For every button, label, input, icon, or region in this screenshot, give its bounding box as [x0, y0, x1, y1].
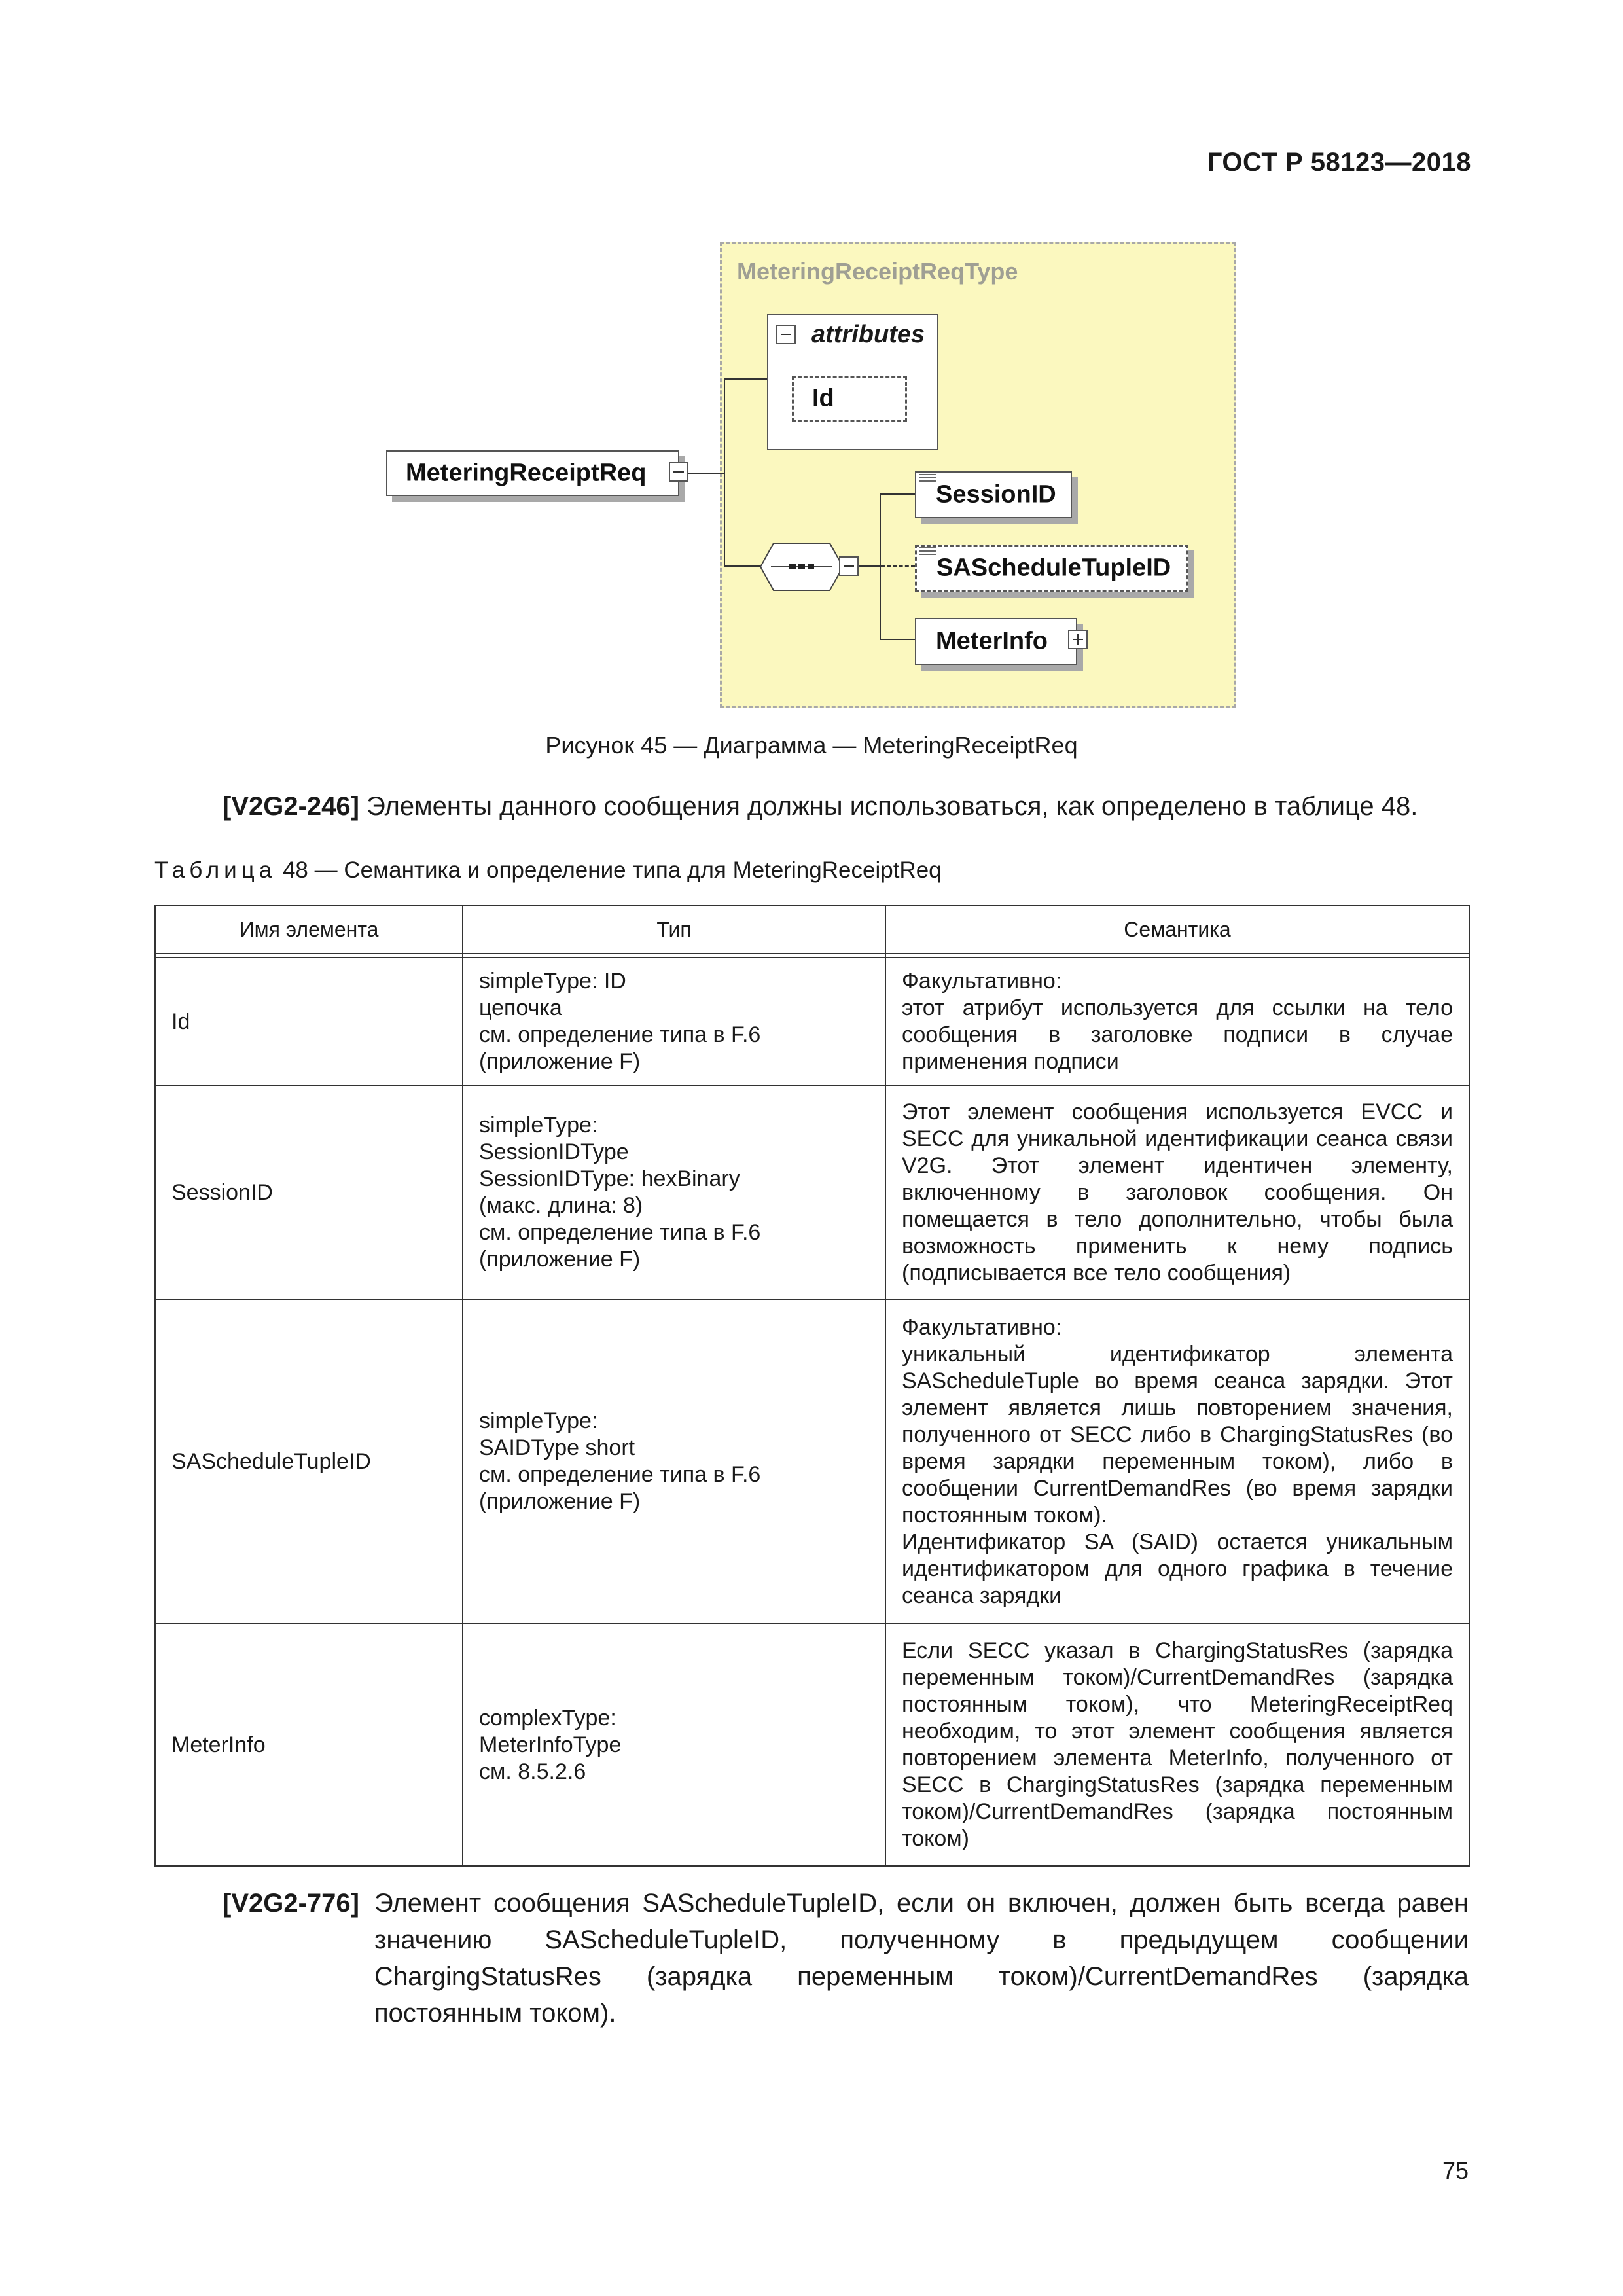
- type-title: MeteringReceiptReqType: [737, 258, 1018, 285]
- documentation-icon: [919, 474, 936, 483]
- connector: [880, 639, 915, 640]
- table-title-rest: 48 — Семантика и определение типа для MeteringReceiptReq: [276, 857, 942, 883]
- semantics-line: Этот элемент сообщения используется EVCC и SECC для уникальной идентификации сеанса связи V2G. Этот элемент идентичен элементу, включенному в заголовок сообщения. Он помещается в тело дополнительно, чтобы была возможность применить к нему подпись (подписывается все тело сообщения): [902, 1099, 1453, 1285]
- figure-caption: Рисунок 45 — Диаграмма — MeteringReceiptReq: [545, 732, 1078, 759]
- element-sascheduletupleid-label: SAScheduleTupleID: [936, 554, 1171, 582]
- cell-semantics: [885, 1624, 1469, 1866]
- table-row: [155, 1624, 1469, 1866]
- element-sascheduletupleid-box[interactable]: [915, 545, 1188, 592]
- table-header-row: [155, 905, 1469, 954]
- requirement-text: Элементы данного сообщения должны использоваться, как определено в таблице 48.: [359, 792, 1418, 821]
- table-row: [155, 1299, 1469, 1624]
- root-element-box[interactable]: [386, 450, 679, 496]
- type-line: SessionIDType: hexBinary: [479, 1166, 740, 1191]
- type-line: см. определение типа в F.6: [479, 1022, 761, 1047]
- type-line: simpleType: ID: [479, 969, 626, 994]
- semantics-line: Если SECC указал в ChargingStatusRes (зарядка переменным током)/CurrentDemandRes (зарядка постоянным током), что MeteringReceiptReq необходим, то этот элемент сообщения является повторением элемента MeterInfo, полученного от SECC в ChargingStatusRes (зарядка переменным током)/CurrentDemandRes (зарядка постоянным током): [902, 1638, 1453, 1851]
- connector: [688, 473, 724, 474]
- cell-name: MeterInfo: [155, 1624, 463, 1866]
- page-number: 75: [1442, 2157, 1469, 2184]
- table-title: [154, 857, 942, 884]
- cell-type: [463, 958, 885, 1086]
- element-sessionid-box[interactable]: [915, 471, 1072, 518]
- attribute-id-label: Id: [812, 384, 834, 412]
- semantics-line: Факультативно:: [902, 969, 1062, 994]
- requirement-v2g2-246: [223, 792, 1418, 821]
- cell-name: SAScheduleTupleID: [155, 1299, 463, 1624]
- cell-semantics: [885, 958, 1469, 1086]
- connector: [880, 493, 881, 640]
- cell-semantics: [885, 1299, 1469, 1624]
- type-line: SessionIDType: [479, 1139, 629, 1164]
- cell-name: SessionID: [155, 1086, 463, 1299]
- type-line: complexType:: [479, 1705, 616, 1731]
- type-line: (макс. длина: 8): [479, 1193, 643, 1218]
- type-line: цепочка: [479, 996, 562, 1020]
- type-line: simpleType:: [479, 1408, 598, 1433]
- table-row: [155, 958, 1469, 1086]
- semantics-table: [154, 905, 1470, 1867]
- requirement-tag: [V2G2-246]: [223, 792, 359, 821]
- attributes-label: attributes: [812, 321, 925, 348]
- type-line: (приложение F): [479, 1049, 641, 1074]
- documentation-icon: [919, 547, 936, 556]
- header-name: Имя элемента: [155, 905, 463, 954]
- cell-type: [463, 1624, 885, 1866]
- type-line: MeterInfoType: [479, 1732, 622, 1757]
- semantics-line: уникальный идентификатор элемента SAScheduleTuple во время сеанса зарядки. Этот элемент является лишь повторением значения, полученного от SECC либо в ChargingStatusRes (во время зарядки переменным током), либо в сообщении CurrentDemandRes (во время зарядки постоянным током).: [902, 1341, 1453, 1528]
- attribute-id-box[interactable]: [792, 376, 907, 422]
- sequence-icon[interactable]: [759, 542, 844, 592]
- table-row: [155, 1086, 1469, 1299]
- root-element-label: MeteringReceiptReq: [406, 459, 647, 487]
- element-sessionid-label: SessionID: [936, 480, 1056, 509]
- standard-header: ГОСТ Р 58123—2018: [1207, 148, 1471, 177]
- type-line: SAIDType short: [479, 1435, 635, 1460]
- element-meterinfo-label: MeterInfo: [936, 627, 1048, 655]
- requirement-v2g2-776: [223, 1885, 1469, 2032]
- semantics-line: Идентификатор SA (SAID) остается уникальным идентификатором для одного графика в течение сеанса зарядки: [902, 1529, 1453, 1608]
- header-type: Тип: [463, 905, 885, 954]
- type-line: см. определение типа в F.6: [479, 1220, 761, 1245]
- cell-type: [463, 1299, 885, 1624]
- requirement-tag: [V2G2-776]: [223, 1889, 359, 1918]
- optional-connector: [881, 565, 915, 567]
- schema-diagram: [0, 0, 1623, 726]
- collapse-icon[interactable]: [776, 325, 796, 344]
- type-line: (приложение F): [479, 1247, 641, 1272]
- type-line: simpleType:: [479, 1113, 598, 1138]
- requirement-text: Элемент сообщения SAScheduleTupleID, если он включен, должен быть всегда равен значению SAScheduleTupleID, полученному в предыдущем сообщении ChargingStatusRes (зарядка переменным током)/CurrentDemandRes (зарядка постоянным током).: [374, 1889, 1469, 2028]
- semantics-line: этот атрибут используется для ссылки на тело сообщения в заголовке подписи в случае применения подписи: [902, 996, 1453, 1074]
- expand-icon[interactable]: [1068, 630, 1088, 649]
- cell-name: Id: [155, 958, 463, 1086]
- connector: [859, 565, 880, 567]
- collapse-icon[interactable]: [839, 556, 859, 576]
- semantics-line: Факультативно:: [902, 1314, 1062, 1340]
- type-line: см. 8.5.2.6: [479, 1759, 586, 1784]
- type-line: (приложение F): [479, 1489, 641, 1514]
- connector: [724, 378, 725, 567]
- table-title-word: Таблица: [154, 857, 277, 883]
- connector: [724, 378, 767, 380]
- cell-semantics: [885, 1086, 1469, 1299]
- type-line: см. определение типа в F.6: [479, 1462, 761, 1487]
- header-semantics: Семантика: [885, 905, 1469, 954]
- element-meterinfo-box[interactable]: [915, 618, 1077, 665]
- collapse-icon[interactable]: [669, 462, 688, 482]
- cell-type: [463, 1086, 885, 1299]
- connector: [880, 493, 915, 495]
